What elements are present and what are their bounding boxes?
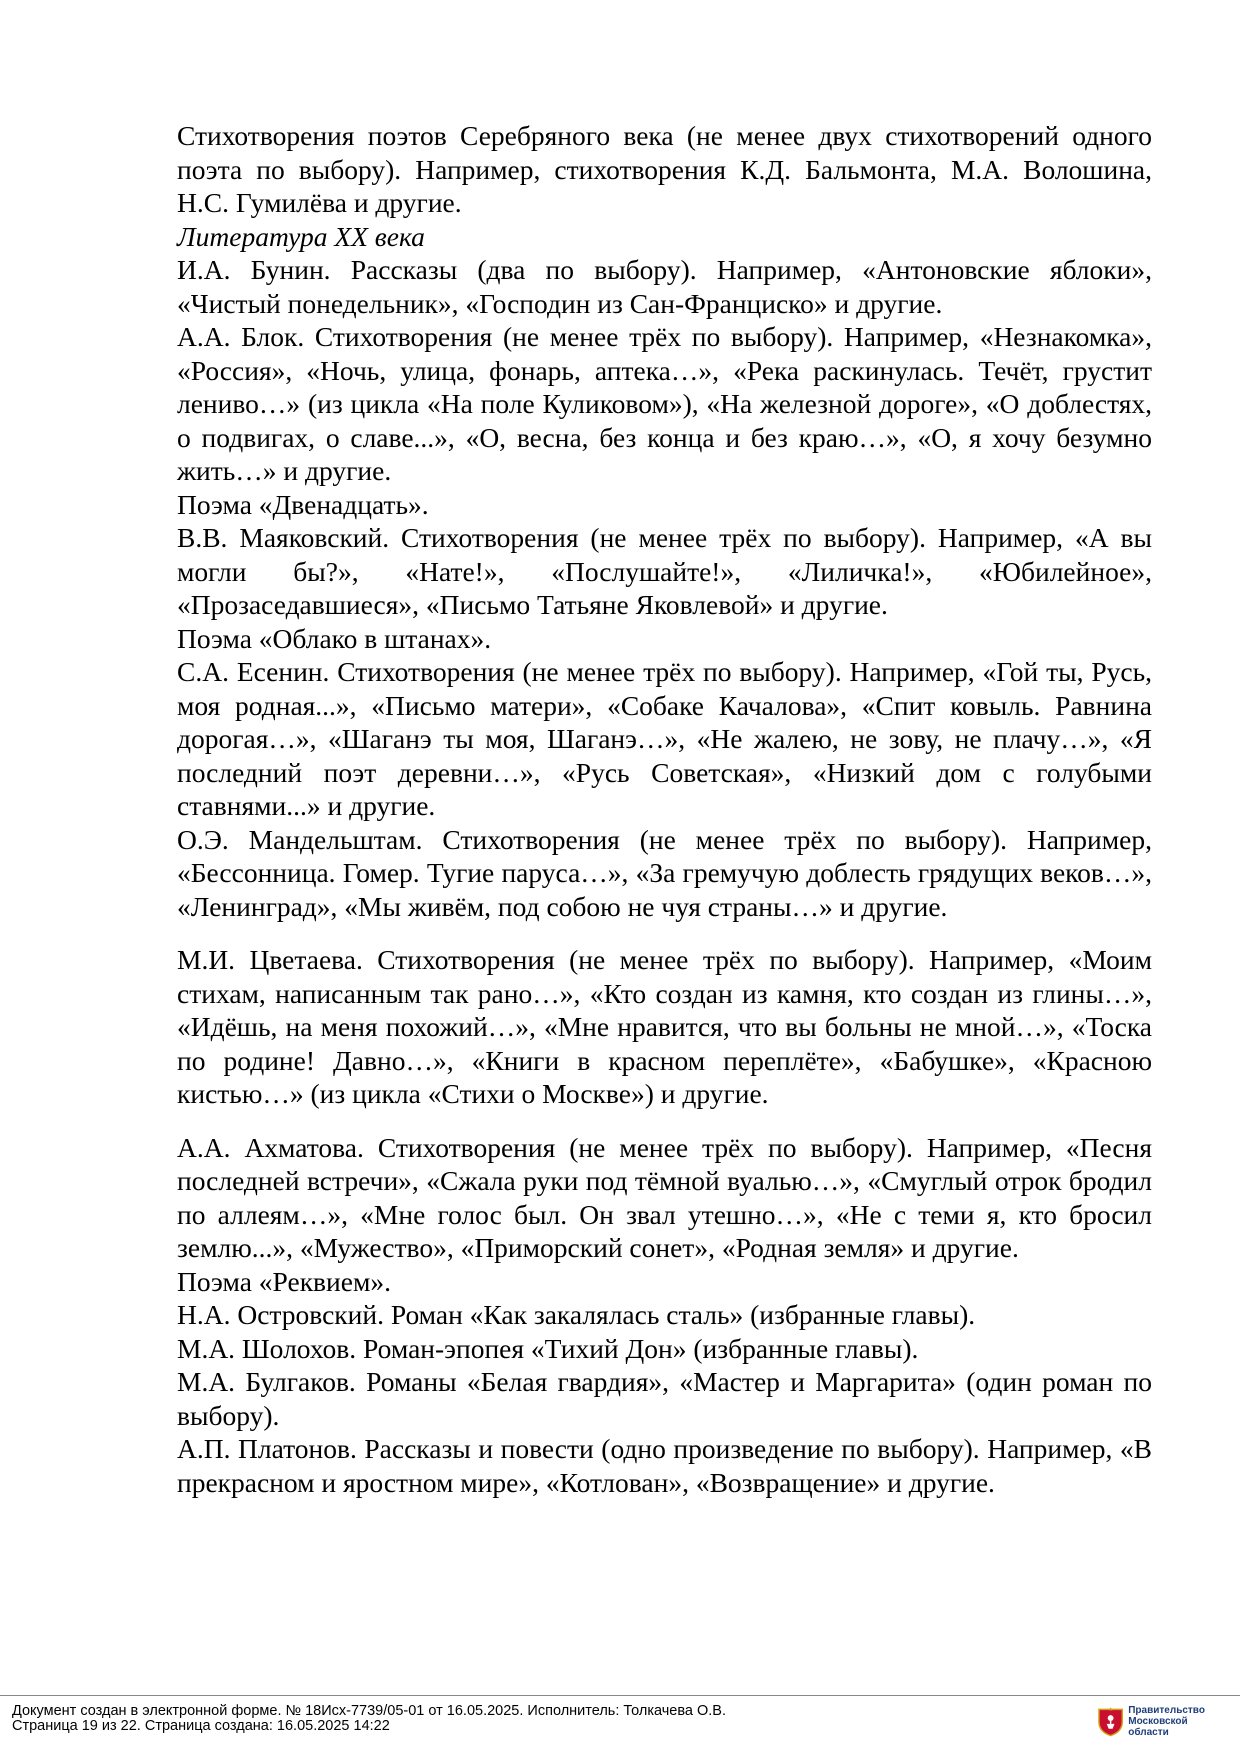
footer-divider bbox=[0, 1695, 1240, 1696]
footer-page-line: Страница 19 из 22. Страница создана: 16.05.2025 14:22 bbox=[12, 1718, 390, 1734]
paragraph-akhmatova-poem: Поэма «Реквием». bbox=[177, 1265, 391, 1297]
paragraph-mandelstam: О.Э. Мандельштам. Стихотворения (не менее трёх по выбору). Например, «Бессонница. Гомер. Тугие паруса…», «За гремучую доблесть грядущих веков…», «Ленинград», «Мы живём, под собою не чуя страны…» и другие. bbox=[177, 823, 1152, 922]
org-name-line1: Правительство bbox=[1128, 1704, 1205, 1716]
paragraph-silver-age: Стихотворения поэтов Серебряного века (не менее двух стихотворений одного поэта по выбору). Например, стихотворения К.Д. Бальмонта, М.А. Волошина, Н.С. Гумилёва и другие. bbox=[177, 120, 1152, 218]
paragraph-akhmatova: А.А. Ахматова. Стихотворения (не менее трёх по выбору). Например, «Песня последней встречи», «Сжала руки под тёмной вуалью…», «Смуглый отрок бродил по аллеям…», «Мне голос был. Он звал утешно…», «Не с теми я, кто бросил землю...», «Мужество», «Приморский сонет», «Родная земля» и другие. bbox=[177, 1131, 1152, 1263]
footer-info bbox=[12, 1704, 726, 1734]
paragraph-sholokhov: М.А. Шолохов. Роман-эпопея «Тихий Дон» (избранные главы). bbox=[177, 1332, 919, 1364]
paragraph-platonov: А.П. Платонов. Рассказы и повести (одно произведение по выбору). Например, «В прекрасном и яростном мире», «Котлован», «Возвращение» и другие. bbox=[177, 1433, 1152, 1498]
document-body bbox=[177, 119, 1152, 1499]
paragraph-mayakovsky-poem: Поэма «Облако в штанах». bbox=[177, 622, 492, 654]
footer-document-line: Документ создан в электронной форме. № 18Исх-7739/05-01 от 16.05.2025. Исполнитель: Толкачева О.В. bbox=[12, 1703, 726, 1719]
coat-of-arms-icon bbox=[1098, 1705, 1123, 1737]
paragraph-yesenin: С.А. Есенин. Стихотворения (не менее трёх по выбору). Например, «Гой ты, Русь, моя родная...», «Письмо матери», «Собаке Качалова», «Спит ковыль. Равнина дорогая…», «Шаганэ ты моя, Шаганэ…», «Не жалею, не зову, не плачу…», «Я последний поэт деревни…», «Русь Советская», «Низкий дом с голубыми ставнями...» и другие. bbox=[177, 656, 1152, 821]
paragraph-mayakovsky: В.В. Маяковский. Стихотворения (не менее трёх по выбору). Например, «А вы могли бы?», «Нате!», «Послушайте!», «Лиличка!», «Юбилейное», «Прозаседавшиеся», «Письмо Татьяне Яковлевой» и другие. bbox=[177, 522, 1152, 620]
paragraph-bulgakov: М.А. Булгаков. Романы «Белая гвардия», «Мастер и Маргарита» (один роман по выбору). bbox=[177, 1366, 1152, 1431]
org-logo bbox=[1098, 1701, 1228, 1741]
paragraph-bunin: И.А. Бунин. Рассказы (два по выбору). Например, «Антоновские яблоки», «Чистый понедельник», «Господин из Сан-Франциско» и другие. bbox=[177, 254, 1152, 319]
org-name bbox=[1128, 1705, 1228, 1738]
paragraph-tsvetaeva: М.И. Цветаева. Стихотворения (не менее трёх по выбору). Например, «Моим стихам, написанным так рано…», «Кто создан из камня, кто создан из глины…», «Идёшь, на меня похожий…», «Мне нравится, что вы больны не мной…», «Тоска по родине! Давно…», «Книги в красном переплёте», «Бабушке», «Красною кистью…» (из цикла «Стихи о Москве») и другие. bbox=[177, 944, 1152, 1109]
section-heading: Литература XX века bbox=[177, 220, 425, 252]
paragraph-ostrovsky: Н.А. Островский. Роман «Как закалялась сталь» (избранные главы). bbox=[177, 1299, 976, 1330]
paragraph-blok: А.А. Блок. Стихотворения (не менее трёх по выбору). Например, «Незнакомка», «Россия», «Ночь, улица, фонарь, аптека…», «Река раскинулась. Течёт, грустит лениво…» (из цикла «На поле Куликовом»), «На железной дороге», «О доблестях, о подвигах, о славе...», «О, весна, без конца и без краю…», «О, я хочу безумно жить…» и другие. bbox=[177, 321, 1152, 486]
paragraph-blok-poem: Поэма «Двенадцать». bbox=[177, 488, 429, 520]
org-name-line2: Московской области bbox=[1128, 1715, 1188, 1738]
